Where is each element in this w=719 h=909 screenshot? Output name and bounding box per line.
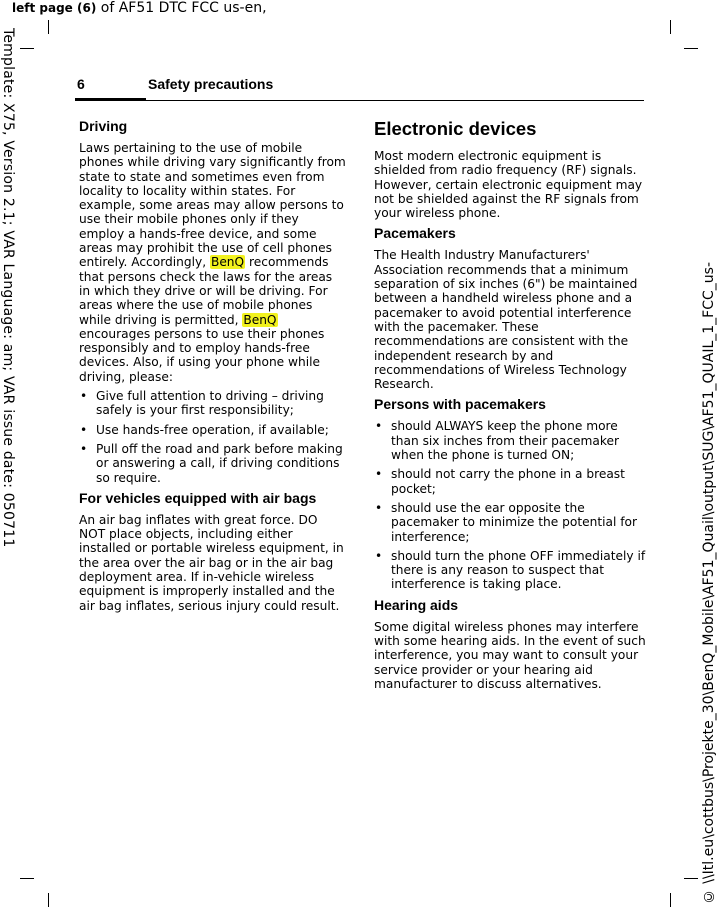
- hearing-aids-heading: Hearing aids: [374, 596, 459, 613]
- driving-text-1: Laws pertaining to the use of mobile phones while driving vary significantly from state to state and sometimes even from locality to locality within states. For example, some areas may allow persons to use their mobile phones only if they employ a hands-free device, and some areas may prohibit the use of cell phones entirely. Accordingly,: [79, 141, 346, 270]
- benq-highlight: BenQ: [210, 255, 245, 270]
- driving-bullet-list: [79, 389, 347, 485]
- page-number: 6: [77, 76, 85, 92]
- airbag-paragraph: An air bag inflates with great force. DO NOT place objects, including either installed or portable wireless equipment, in the area over the air bag or in the air bag deployment area. If in-vehicle wireless equipment is improperly installed and the air bag inflates, serious injury could result.: [79, 512, 344, 613]
- list-item: • Pull off the road and park before making or answering a call, if driving conditions so require.: [79, 442, 347, 485]
- section-title: Safety precautions: [148, 76, 274, 92]
- pacemakers-heading: Pacemakers: [374, 225, 456, 242]
- crop-mark: [20, 878, 34, 879]
- persons-with-pacemakers-heading: Persons with pacemakers: [374, 396, 546, 413]
- electronic-devices-paragraph: Most modern electronic equipment is shielded from radio frequency (RF) signals. However, certain electronic equipment may not be shielded against the RF signals from your wireless phone.: [374, 149, 643, 221]
- hearing-aids-paragraph: Some digital wireless phones may interfere with some hearing aids. In the event of such interference, you may want to consult your service provider or your hearing aid manufacturer to discuss alternatives.: [374, 619, 646, 691]
- crop-mark: [48, 20, 49, 34]
- driving-text-2: recommends that persons check the laws for the areas in which they drive or will be driving. For areas where the use of mobile phones while driving is permitted,: [79, 255, 333, 327]
- benq-highlight: BenQ: [243, 312, 277, 327]
- pacemaker-bullet-list: [374, 419, 646, 591]
- electronic-devices-heading: Electronic devices: [374, 118, 537, 139]
- list-item: • should turn the phone OFF immediately if there is any reason to suspect that interference is taking place.: [374, 549, 646, 592]
- file-path-sidebar: [697, 0, 719, 909]
- list-item: • should not carry the phone in a breast pocket;: [374, 467, 646, 496]
- driving-paragraph: [79, 141, 347, 384]
- print-meta-label: [12, 0, 267, 16]
- list-item: • Give full attention to driving – driving safely is your first responsibility;: [79, 389, 347, 418]
- file-path-text: © \\Itl.eu\cottbus\Projekte_30\BenQ_Mobile\AF51_Quail\output\SUG\AF51_QUAIL_1_FCC_us-: [701, 261, 717, 904]
- crop-mark: [684, 878, 698, 879]
- list-item: • should ALWAYS keep the phone more than six inches from their pacemaker when the phone is turned ON;: [374, 419, 646, 462]
- header-rule: [75, 100, 644, 101]
- crop-mark: [20, 48, 34, 49]
- airbag-heading: For vehicles equipped with air bags: [79, 489, 317, 506]
- left-column: [79, 118, 347, 618]
- crop-mark: [670, 20, 671, 34]
- crop-mark: [670, 893, 671, 907]
- list-item: • should use the ear opposite the pacemaker to minimize the potential for interference;: [374, 501, 646, 544]
- template-info-sidebar: [0, 0, 20, 909]
- crop-mark: [684, 48, 698, 49]
- list-item: • Use hands-free operation, if available;: [79, 423, 347, 437]
- template-info-text: Template: X75, Version 2.1; VAR Language: am; VAR issue date: 050711: [0, 28, 16, 548]
- driving-text-3: encourages persons to use their phones responsibly and to employ hands-free devices. Also, if using your phone while driving, please:: [79, 326, 325, 384]
- print-meta-page: left page (6): [12, 1, 97, 15]
- pacemakers-paragraph: The Health Industry Manufacturers' Association recommends that a minimum separation of six inches (6") be maintained between a handheld wireless phone and a pacemaker to avoid potential interference with the pacemaker. These recommendations are consistent with the independent research by and recommendations of Wireless Technology Research.: [374, 248, 638, 392]
- crop-mark: [48, 893, 49, 907]
- print-meta-file: of AF51 DTC FCC us-en,: [96, 0, 267, 16]
- right-column: [374, 118, 646, 696]
- driving-heading: Driving: [79, 118, 128, 134]
